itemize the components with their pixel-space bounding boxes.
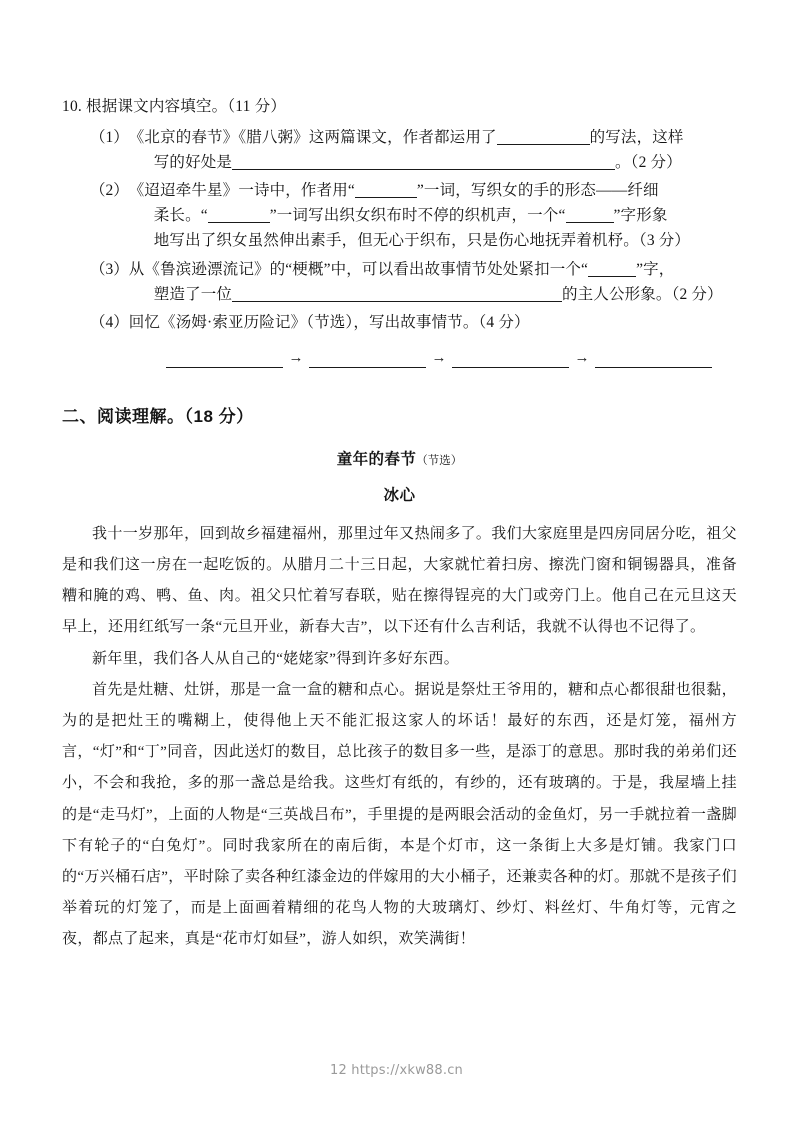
question-10-sub-item-3 bbox=[62, 257, 737, 307]
question-10-stem: 10. 根据课文内容填空。（11 分） bbox=[62, 98, 287, 115]
question-10-sub-item-4 bbox=[62, 310, 737, 335]
sub-item-3-text-a: 从《鲁滨逊漂流记》的“梗概”中，可以看出故事情节处处紧扣一个“ bbox=[128, 260, 589, 278]
sub-item-3-text-b: ”字， bbox=[636, 260, 675, 278]
answer-blank[interactable] bbox=[208, 207, 270, 223]
sub-item-2-text-f: 地写出了织女虽然伸出素手，但无心于织布，只是伤心地抚弄着机杼。（3 分） bbox=[153, 232, 691, 250]
sub-item-3-text-c: 塑造了一位 bbox=[153, 285, 233, 303]
question-10-block bbox=[62, 95, 737, 368]
arrow-right-icon: → bbox=[288, 349, 304, 366]
passage-title-main: 童年的春节 bbox=[336, 450, 417, 468]
passage-paragraph: 我十一岁那年，回到故乡福建福州，那里过年又热闹多了。我们大家庭里是四房同居分吃，祖父是和我们这一房在一起吃饭的。从腊月二十三日起，大家就忙着扫房、擦洗门窗和铜锡器具，准备糟和腌的鸡、鸭、鱼、肉。祖父只忙着写春联，贴在擦得锃亮的大门或旁门上。他自己在元旦这天早上，还用红纸写一条“元旦开业，新春大吉”，以下还有什么吉利话，我就不认得也不记得了。 bbox=[62, 525, 737, 636]
answer-blank[interactable] bbox=[166, 353, 283, 368]
sub-item-2-text-d: ”一词写出织女织布时不停的织机声，一个“ bbox=[269, 207, 566, 225]
sub-item-body bbox=[129, 257, 737, 307]
sub-item-1-text-c: 写的好处是 bbox=[153, 154, 233, 172]
arrow-right-icon: → bbox=[574, 349, 590, 366]
sub-item-2-text-e: ”字形象 bbox=[613, 207, 668, 225]
sub-item-2-text-b: ”一词，写织女的手的形态——纤细 bbox=[416, 182, 659, 200]
sub-item-2-text-a: 《迢迢牵牛星》一诗中，作者用“ bbox=[128, 182, 355, 200]
passage-body bbox=[62, 519, 737, 956]
sub-item-marker: （4） bbox=[90, 313, 129, 331]
story-plot-answer-chain bbox=[62, 351, 737, 368]
sub-item-1-text-a: 《北京的春节》《腊八粥》这两篇课文，作者都运用了 bbox=[128, 129, 497, 147]
sub-item-body bbox=[129, 125, 737, 175]
passage-author: 冰心 bbox=[383, 486, 416, 504]
sub-item-1-text-b: 的写法，这样 bbox=[589, 129, 684, 147]
answer-blank[interactable] bbox=[355, 182, 417, 198]
passage-title-excerpt-note: （节选） bbox=[416, 454, 463, 467]
answer-blank[interactable] bbox=[595, 353, 712, 368]
answer-blank[interactable] bbox=[309, 353, 426, 368]
sub-item-marker: （3） bbox=[90, 260, 129, 278]
answer-blank[interactable] bbox=[452, 353, 569, 368]
answer-blank[interactable] bbox=[497, 129, 590, 145]
answer-blank[interactable] bbox=[566, 207, 614, 223]
arrow-right-icon: → bbox=[431, 349, 447, 366]
passage-paragraph: 首先是灶糖、灶饼，那是一盒一盒的糖和点心。据说是祭灶王爷用的，糖和点心都很甜也很黏，为的是把灶王的嘴糊上，使得他上天不能汇报这家人的坏话！最好的东西，还是灯笼，福州方言，“灯”和“丁”同音，因此送灯的数目，总比孩子的数目多一些，是添丁的意思。那时我的弟弟们还小，不会和我抢，多的那一盏总是给我。这些灯有纸的，有纱的，还有玻璃的。于是，我屋墙上挂的是“走马灯”，上面的人物是“三英战吕布”，手里提的是两眼会活动的金鱼灯，另一手就拉着一盏脚下有轮子的“白兔灯”。同时我家所在的南后街，本是个灯市，这一条街上大多是灯铺。我家门口的“万兴桶石店”，平时除了卖各种红漆金边的伴嫁用的大小桶子，还兼卖各种的灯。那就不是孩子们举着玩的灯笼了，而是上面画着精细的花鸟人物的大玻璃灯、纱灯、料丝灯、牛角灯等，元宵之夜，都点了起来，真是“花市灯如昼”，游人如织，欢笑满街！ bbox=[62, 681, 737, 948]
sub-item-2-text-c: 柔长。“ bbox=[153, 207, 208, 225]
section-heading-reading: 二、阅读理解。（18 分） bbox=[62, 406, 254, 426]
passage-title bbox=[62, 447, 737, 469]
answer-blank[interactable] bbox=[232, 154, 615, 170]
answer-blank[interactable] bbox=[588, 261, 636, 277]
question-10-sub-item-1 bbox=[62, 125, 737, 175]
question-10-sub-item-2 bbox=[62, 178, 737, 253]
sub-item-body bbox=[129, 310, 737, 335]
sub-item-4-text: 回忆《汤姆·索亚历险记》（节选），写出故事情节。（4 分） bbox=[128, 313, 530, 331]
sub-item-marker: （2） bbox=[90, 182, 129, 200]
sub-item-1-text-d: 。（2 分） bbox=[615, 154, 682, 172]
passage-paragraph: 新年里，我们各人从自己的“姥姥家”得到许多好东西。 bbox=[92, 650, 460, 667]
answer-blank[interactable] bbox=[232, 286, 562, 302]
sub-item-marker: （1） bbox=[90, 129, 129, 147]
sub-item-body bbox=[129, 178, 737, 253]
sub-item-3-text-d: 的主人公形象。（2 分） bbox=[562, 285, 723, 303]
footer-watermark: 12 https://xkw88.cn bbox=[330, 1063, 463, 1078]
